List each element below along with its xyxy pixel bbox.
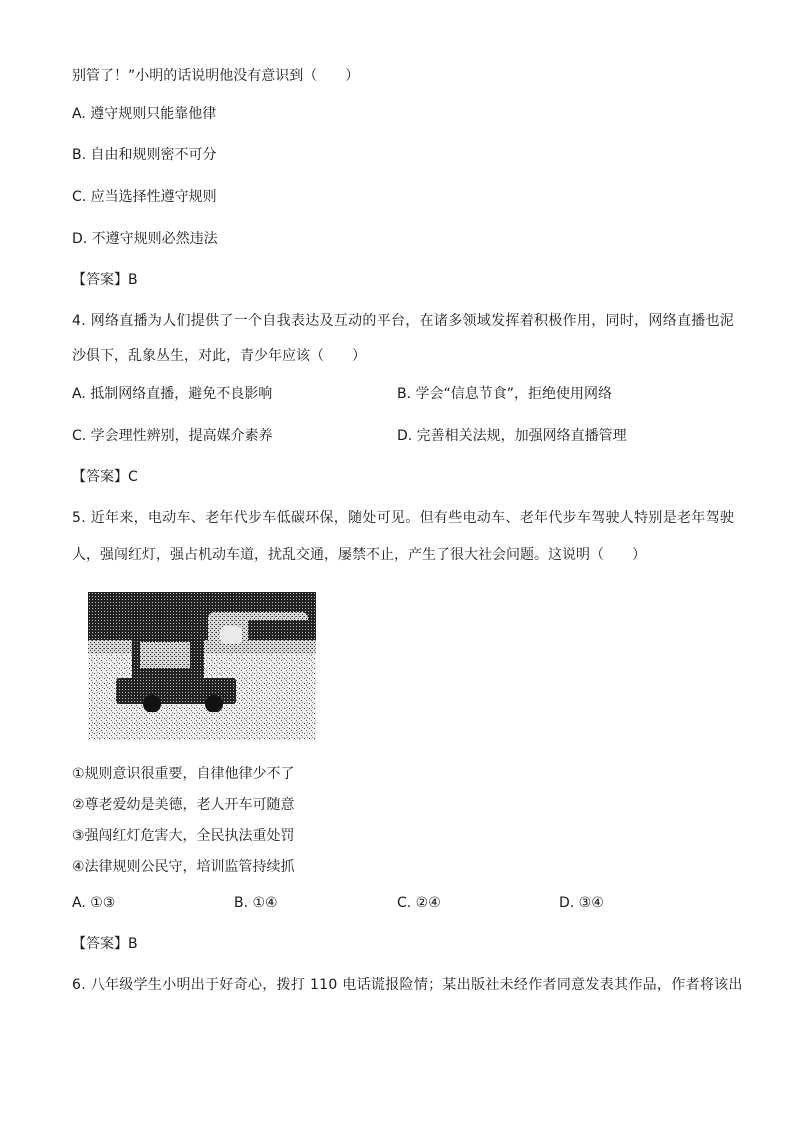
q3-stem-tail: 别管了！”小明的话说明他没有意识到（ ）	[72, 68, 360, 84]
q5-option-b: B. ①④	[234, 895, 278, 911]
q5-option-d: D. ③④	[559, 895, 604, 911]
q3-option-a: A. 遵守规则只能靠他律	[72, 106, 217, 122]
q3-option-c: C. 应当选择性遵守规则	[72, 189, 217, 205]
q4-stem-line1: 4. 网络直播为人们提供了一个自我表达及互动的平台，在诸多领域发挥着积极作用，同时，网络直播也泥	[72, 313, 735, 329]
q6-stem-line1: 6. 八年级学生小明出于好奇心，拨打 110 电话谎报险情；某出版社未经作者同意发表其作品，作者将该出	[72, 977, 743, 993]
q5-statement-2: ②尊老爱幼是美德，老人开车可随意	[72, 797, 295, 813]
q5-stem-line1: 5. 近年来，电动车、老年代步车低碳环保，随处可见。但有些电动车、老年代步车驾驶人特别是老年驾驶	[72, 510, 735, 526]
q5-option-c: C. ②④	[397, 895, 441, 911]
q4-answer: 【答案】C	[72, 469, 138, 485]
q5-statement-4: ④法律规则公民守，培训监管持续抓	[72, 859, 295, 875]
mobility-scooter-photo	[88, 592, 316, 740]
q5-statement-1: ①规则意识很重要，自律他律少不了	[72, 766, 295, 782]
mobility-scooter-photo-art	[88, 592, 316, 740]
q3-answer: 【答案】B	[72, 272, 138, 288]
q3-option-d: D. 不遵守规则必然违法	[72, 231, 218, 247]
q4-option-a: A. 抵制网络直播，避免不良影响	[72, 386, 273, 402]
q3-option-b: B. 自由和规则密不可分	[72, 147, 217, 163]
q4-stem-line2: 沙俱下，乱象丛生，对此，青少年应该（ ）	[72, 348, 366, 364]
q4-option-c: C. 学会理性辨别，提高媒介素养	[72, 428, 273, 444]
q5-option-a: A. ①③	[72, 895, 116, 911]
q4-option-d: D. 完善相关法规，加强网络直播管理	[397, 428, 627, 444]
q5-answer: 【答案】B	[72, 936, 138, 952]
q5-statement-3: ③强闯红灯危害大，全民执法重处罚	[72, 828, 295, 844]
q5-stem-line2: 人，强闯红灯，强占机动车道，扰乱交通，屡禁不止，产生了很大社会问题。这说明（ ）	[72, 547, 646, 563]
q4-option-b: B. 学会“信息节食”，拒绝使用网络	[397, 386, 613, 402]
